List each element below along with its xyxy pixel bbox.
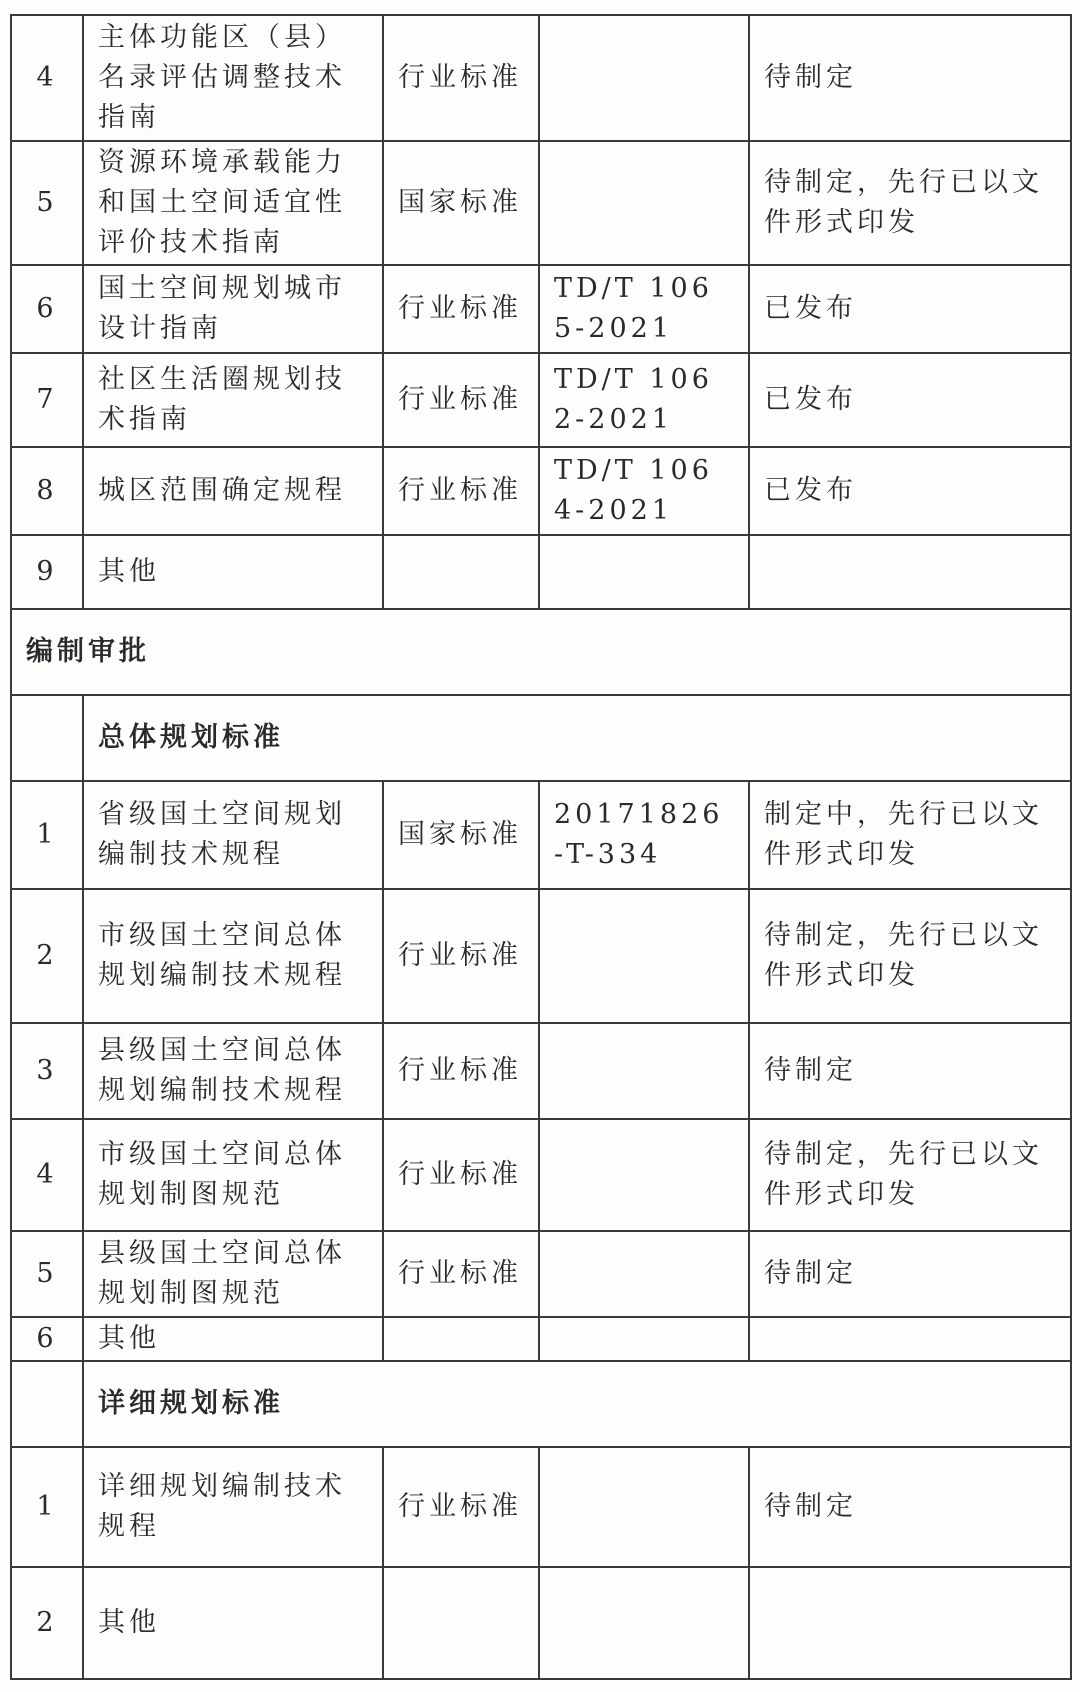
row-number: 2: [11, 1567, 83, 1679]
standard-type: [383, 1317, 539, 1361]
table-row: [11, 535, 1071, 609]
standard-name: 省级国土空间规划编制技术规程: [83, 781, 383, 889]
table-row: [11, 1023, 1071, 1119]
standard-name: 其他: [83, 535, 383, 609]
standard-code: [539, 1447, 749, 1567]
standard-type: 行业标准: [383, 265, 539, 353]
standard-status: 待制定: [749, 1231, 1071, 1317]
standard-code: [539, 15, 749, 141]
standard-name: 主体功能区（县）名录评估调整技术指南: [83, 15, 383, 141]
standard-code: TD/T 1062-2021: [539, 353, 749, 447]
empty-cell: [11, 695, 83, 781]
empty-cell: [11, 1361, 83, 1447]
standard-status: 待制定，先行已以文件形式印发: [749, 1119, 1071, 1231]
standard-type: 行业标准: [383, 353, 539, 447]
standard-status: [749, 535, 1071, 609]
row-number: 5: [11, 1231, 83, 1317]
standard-status: 已发布: [749, 353, 1071, 447]
standard-code: [539, 889, 749, 1023]
standard-type: 行业标准: [383, 15, 539, 141]
standard-type: [383, 535, 539, 609]
standard-status: [749, 1317, 1071, 1361]
section-title: 编制审批: [11, 609, 1071, 695]
row-number: 1: [11, 781, 83, 889]
subsection-row: [11, 695, 1071, 781]
table-row: [11, 353, 1071, 447]
row-number: 3: [11, 1023, 83, 1119]
standard-status: 已发布: [749, 265, 1071, 353]
table-row: [11, 265, 1071, 353]
row-number: 8: [11, 447, 83, 535]
standard-type: 行业标准: [383, 1447, 539, 1567]
standard-name: 县级国土空间总体规划编制技术规程: [83, 1023, 383, 1119]
table-row: [11, 1447, 1071, 1567]
row-number: 6: [11, 265, 83, 353]
standard-name: 城区范围确定规程: [83, 447, 383, 535]
standard-name: 市级国土空间总体规划制图规范: [83, 1119, 383, 1231]
table-row: [11, 1567, 1071, 1679]
section-row: [11, 609, 1071, 695]
row-number: 1: [11, 1447, 83, 1567]
standard-type: 国家标准: [383, 141, 539, 265]
table-row: [11, 1317, 1071, 1361]
standard-name: 市级国土空间总体规划编制技术规程: [83, 889, 383, 1023]
subsection-title-detailed: 详细规划标准: [83, 1361, 1071, 1447]
standard-code: [539, 1023, 749, 1119]
table-row: [11, 781, 1071, 889]
row-number: 5: [11, 141, 83, 265]
row-number: 4: [11, 15, 83, 141]
standard-type: [383, 1567, 539, 1679]
subsection-row: [11, 1361, 1071, 1447]
standard-code: TD/T 1064-2021: [539, 447, 749, 535]
standard-code: [539, 141, 749, 265]
table-row: [11, 15, 1071, 141]
subsection-title-overall: 总体规划标准: [83, 695, 1071, 781]
standard-code: [539, 1119, 749, 1231]
standard-name: 详细规划编制技术规程: [83, 1447, 383, 1567]
standard-code: [539, 1317, 749, 1361]
row-number: 6: [11, 1317, 83, 1361]
row-number: 4: [11, 1119, 83, 1231]
table-row: [11, 141, 1071, 265]
table-row: [11, 447, 1071, 535]
standard-code: [539, 1567, 749, 1679]
standard-type: 行业标准: [383, 1023, 539, 1119]
table-row: [11, 889, 1071, 1023]
standard-status: 待制定，先行已以文件形式印发: [749, 141, 1071, 265]
standard-type: 行业标准: [383, 1231, 539, 1317]
standard-type: 行业标准: [383, 889, 539, 1023]
standard-name: 资源环境承载能力和国土空间适宜性评价技术指南: [83, 141, 383, 265]
standard-type: 国家标准: [383, 781, 539, 889]
standard-name: 县级国土空间总体规划制图规范: [83, 1231, 383, 1317]
standard-type: 行业标准: [383, 1119, 539, 1231]
standard-name: 其他: [83, 1567, 383, 1679]
row-number: 2: [11, 889, 83, 1023]
standard-code: TD/T 1065-2021: [539, 265, 749, 353]
standards-table: [10, 14, 1072, 1680]
standard-status: 制定中，先行已以文件形式印发: [749, 781, 1071, 889]
standard-status: 待制定，先行已以文件形式印发: [749, 889, 1071, 1023]
standard-name: 社区生活圈规划技术指南: [83, 353, 383, 447]
standard-code: [539, 535, 749, 609]
standard-status: 待制定: [749, 1447, 1071, 1567]
standard-code: 20171826-T-334: [539, 781, 749, 889]
table-row: [11, 1119, 1071, 1231]
standard-status: 待制定: [749, 15, 1071, 141]
standard-name: 其他: [83, 1317, 383, 1361]
standard-code: [539, 1231, 749, 1317]
standard-status: 待制定: [749, 1023, 1071, 1119]
table-row: [11, 1231, 1071, 1317]
row-number: 7: [11, 353, 83, 447]
standard-status: [749, 1567, 1071, 1679]
standard-status: 已发布: [749, 447, 1071, 535]
row-number: 9: [11, 535, 83, 609]
standard-type: 行业标准: [383, 447, 539, 535]
standard-name: 国土空间规划城市设计指南: [83, 265, 383, 353]
